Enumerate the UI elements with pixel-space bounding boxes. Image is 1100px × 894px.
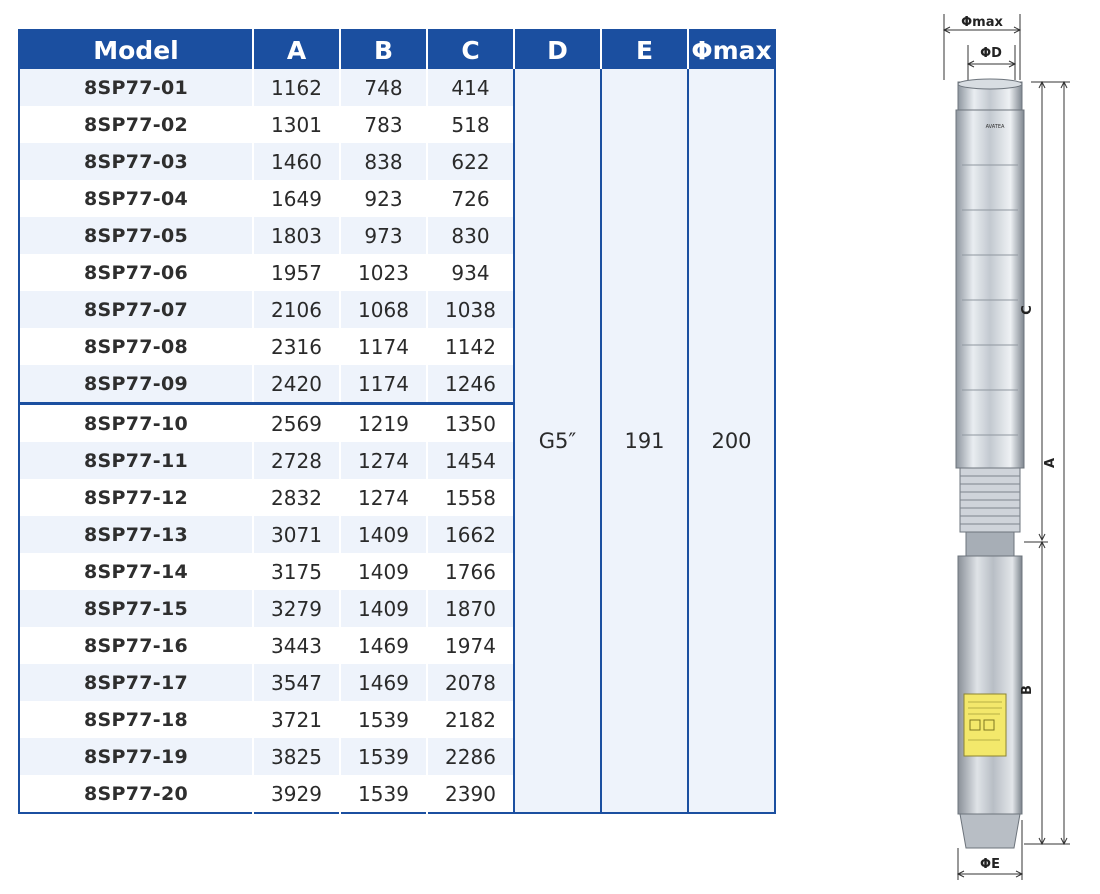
dimension-b xyxy=(1020,542,1070,844)
a-cell: 1803 xyxy=(253,217,340,254)
a-cell: 3547 xyxy=(253,664,340,701)
a-cell: 3279 xyxy=(253,590,340,627)
b-cell: 1469 xyxy=(340,627,427,664)
a-cell: 3825 xyxy=(253,738,340,775)
c-cell: 622 xyxy=(427,143,514,180)
spec-table xyxy=(18,29,776,814)
pump-end xyxy=(956,79,1024,556)
c-cell: 2078 xyxy=(427,664,514,701)
model-cell: 8SP77-07 xyxy=(19,291,253,328)
a-cell: 1162 xyxy=(253,69,340,106)
c-cell: 1558 xyxy=(427,479,514,516)
c-cell: 2182 xyxy=(427,701,514,738)
a-cell: 3443 xyxy=(253,627,340,664)
b-cell: 783 xyxy=(340,106,427,143)
label-b: B xyxy=(1020,685,1035,695)
a-cell: 1957 xyxy=(253,254,340,291)
b-cell: 748 xyxy=(340,69,427,106)
model-cell: 8SP77-05 xyxy=(19,217,253,254)
a-cell: 3071 xyxy=(253,516,340,553)
b-cell: 1539 xyxy=(340,738,427,775)
c-cell: 726 xyxy=(427,180,514,217)
c-cell: 1870 xyxy=(427,590,514,627)
header-c: C xyxy=(427,30,514,69)
a-cell: 3929 xyxy=(253,775,340,813)
c-cell: 1662 xyxy=(427,516,514,553)
header-b: B xyxy=(340,30,427,69)
model-cell: 8SP77-18 xyxy=(19,701,253,738)
c-cell: 414 xyxy=(427,69,514,106)
b-cell: 1068 xyxy=(340,291,427,328)
e-cell: 191 xyxy=(601,69,688,813)
a-cell: 1301 xyxy=(253,106,340,143)
b-cell: 1219 xyxy=(340,404,427,443)
table-body xyxy=(19,69,775,813)
b-cell: 1274 xyxy=(340,479,427,516)
model-cell: 8SP77-02 xyxy=(19,106,253,143)
c-cell: 1974 xyxy=(427,627,514,664)
b-cell: 923 xyxy=(340,180,427,217)
model-cell: 8SP77-06 xyxy=(19,254,253,291)
model-cell: 8SP77-08 xyxy=(19,328,253,365)
a-cell: 1460 xyxy=(253,143,340,180)
a-cell: 2316 xyxy=(253,328,340,365)
model-cell: 8SP77-01 xyxy=(19,69,253,106)
model-cell: 8SP77-20 xyxy=(19,775,253,813)
phie-label: ΦE xyxy=(980,857,1000,872)
model-cell: 8SP77-09 xyxy=(19,365,253,404)
b-cell: 1409 xyxy=(340,590,427,627)
phimax-cell: 200 xyxy=(688,69,775,813)
b-cell: 1174 xyxy=(340,328,427,365)
b-cell: 838 xyxy=(340,143,427,180)
b-cell: 1174 xyxy=(340,365,427,404)
c-cell: 1038 xyxy=(427,291,514,328)
model-cell: 8SP77-12 xyxy=(19,479,253,516)
phimax-label: Φmax xyxy=(961,15,1003,30)
header-row xyxy=(19,30,775,69)
c-cell: 1454 xyxy=(427,442,514,479)
model-cell: 8SP77-15 xyxy=(19,590,253,627)
b-cell: 1409 xyxy=(340,553,427,590)
c-cell: 518 xyxy=(427,106,514,143)
header-d: D xyxy=(514,30,601,69)
model-cell: 8SP77-17 xyxy=(19,664,253,701)
brand-mark: AVATEA xyxy=(985,124,1005,130)
c-cell: 1142 xyxy=(427,328,514,365)
a-cell: 2420 xyxy=(253,365,340,404)
pump-drawing xyxy=(900,0,1100,894)
motor-body xyxy=(958,556,1022,848)
header-e: E xyxy=(601,30,688,69)
model-cell: 8SP77-04 xyxy=(19,180,253,217)
a-cell: 3175 xyxy=(253,553,340,590)
header-phimax: Φmax xyxy=(688,30,775,69)
label-a: A xyxy=(1043,457,1058,469)
c-cell: 1246 xyxy=(427,365,514,404)
phid-label: ΦD xyxy=(980,46,1002,61)
b-cell: 1023 xyxy=(340,254,427,291)
b-cell: 1539 xyxy=(340,701,427,738)
b-cell: 1409 xyxy=(340,516,427,553)
header-model: Model xyxy=(19,30,253,69)
a-cell: 2569 xyxy=(253,404,340,443)
b-cell: 1274 xyxy=(340,442,427,479)
c-cell: 1350 xyxy=(427,404,514,443)
table-row xyxy=(19,69,775,106)
model-cell: 8SP77-10 xyxy=(19,404,253,443)
c-cell: 2390 xyxy=(427,775,514,813)
b-cell: 973 xyxy=(340,217,427,254)
d-cell: G5″ xyxy=(514,69,601,813)
model-cell: 8SP77-13 xyxy=(19,516,253,553)
dimension-a xyxy=(1043,82,1070,844)
model-cell: 8SP77-14 xyxy=(19,553,253,590)
c-cell: 934 xyxy=(427,254,514,291)
model-cell: 8SP77-03 xyxy=(19,143,253,180)
header-a: A xyxy=(253,30,340,69)
label-c: C xyxy=(1020,305,1035,315)
b-cell: 1469 xyxy=(340,664,427,701)
model-cell: 8SP77-19 xyxy=(19,738,253,775)
a-cell: 3721 xyxy=(253,701,340,738)
model-cell: 8SP77-11 xyxy=(19,442,253,479)
phid-dimension xyxy=(968,45,1015,80)
a-cell: 2832 xyxy=(253,479,340,516)
b-cell: 1539 xyxy=(340,775,427,813)
a-cell: 1649 xyxy=(253,180,340,217)
c-cell: 1766 xyxy=(427,553,514,590)
a-cell: 2106 xyxy=(253,291,340,328)
c-cell: 2286 xyxy=(427,738,514,775)
model-cell: 8SP77-16 xyxy=(19,627,253,664)
a-cell: 2728 xyxy=(253,442,340,479)
c-cell: 830 xyxy=(427,217,514,254)
